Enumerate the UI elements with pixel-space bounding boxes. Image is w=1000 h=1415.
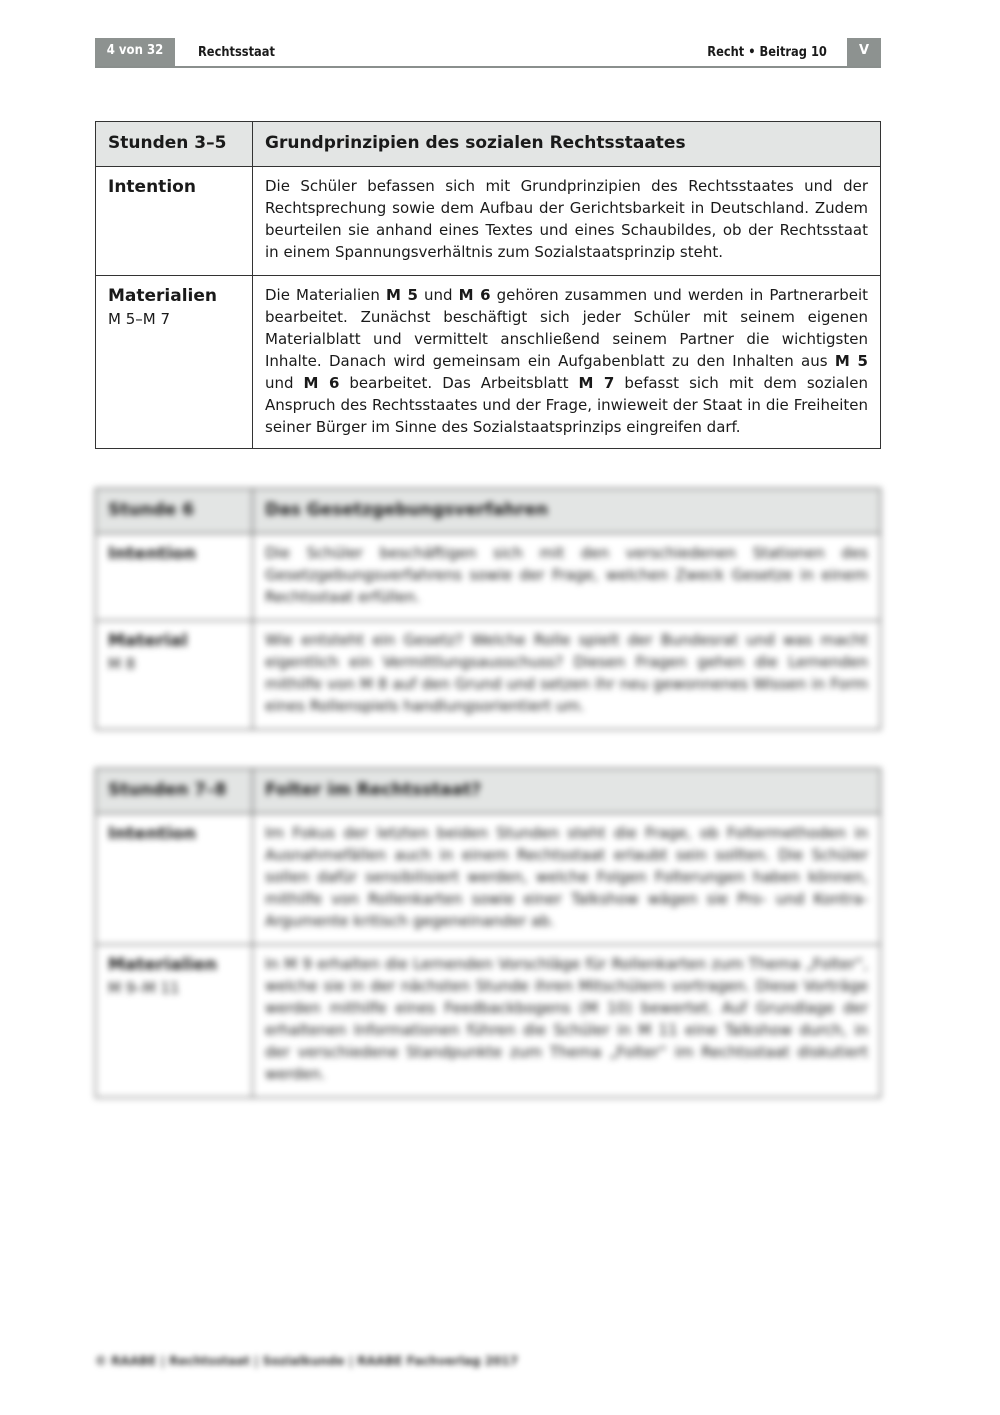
- session-label: Stunde 6: [96, 489, 253, 533]
- intention-label: Intention: [108, 177, 196, 197]
- table-header-row: [96, 489, 880, 533]
- copyright-footer: © RAABE | Rechtsstaat | Sozialkunde | RAABE Fachverlag 2017: [95, 1354, 519, 1368]
- intention-row: [96, 166, 880, 275]
- materials-text: In M 9 erhalten die Lernenden Vorschläge für Rollenkarten zum Thema „Folter“, welche sie in der nächsten Stunde ihren Mitschülern vortragen. Diese Vorträge werden mithilfe eines Feedbackbogens (M 10) bewertet. Auf Grundlage der erhaltenen Informationen führen die Schüler in M 11 eine Talkshow durch, in der verschiedene Standpunkte zum Thema „Folter“ im Rechtsstaat diskutiert werden.: [265, 955, 868, 1083]
- materials-row: [96, 944, 880, 1097]
- session-label: Stunden 3–5: [96, 122, 253, 166]
- intention-row: [96, 813, 880, 944]
- session-label: Stunden 7–8: [96, 769, 253, 813]
- materials-reference: M 9–M 11: [108, 979, 180, 997]
- table-header-row: [96, 122, 880, 166]
- document-title: Rechtsstaat: [198, 45, 275, 60]
- materials-label: Material: [108, 631, 188, 651]
- materials-text: Die Materialien M 5 und M 6 gehören zusammen und werden in Partnerarbeit bearbeitet. Zunächst beschäftigt sich jeder Schüler mit seinem eigenen Materialblatt und vermittelt anschließend seinem Partner die wichtigsten Inhalte. Danach wird gemeinsam ein Aufgabenblatt zu den Inhalten aus M 5 und M 6 bearbeitet. Das Arbeitsblatt M 7 befasst sich mit dem sozialen Anspruch des Rechtsstaates und der Frage, inwieweit der Staat in die Freiheiten seiner Bürger im Sinne des Sozialstaatsprinzips eingreifen darf.: [265, 286, 869, 436]
- page-header: [95, 38, 881, 68]
- contribution-label: Recht • Beitrag 10: [707, 45, 827, 60]
- table-header-row: [96, 769, 880, 813]
- materials-text: Wie entsteht ein Gesetz? Welche Rolle spielt der Bundesrat und was macht eigentlich ein Vermittlungsausschuss? Diesen Fragen gehen die Lernenden mithilfe von M 8 auf den Grund und setzen ihr neu gewonnenes Wissen in Form eines Rollenspiels handlungsorientiert um.: [265, 631, 868, 715]
- materials-row: [96, 620, 880, 729]
- lesson-plan-table-2: [95, 488, 881, 730]
- intention-text: Im Fokus der letzten beiden Stunden steht die Frage, ob Foltermethoden in Ausnahmefällen auch in einem Rechtsstaat erlaubt sein sollten. Die Schüler sollen dafür sensibilisiert werden, welche Folgen Folterungen haben können, mithilfe von Rollenkarten sowie einer Talkshow wägen sie Pro- und Kontra-Argumente kritisch gegeneinander ab.: [265, 824, 868, 930]
- lesson-plan-table-1: [95, 121, 881, 449]
- intention-row: [96, 533, 880, 620]
- page-number-badge: 4 von 32: [95, 38, 175, 66]
- intention-label: Intention: [108, 544, 196, 564]
- topic-title: Folter im Rechtsstaat?: [265, 780, 482, 800]
- intention-text: Die Schüler befassen sich mit Grundprinzipien des Rechtsstaates und der Rechtsprechung sowie dem Aufbau der Gerichtsbarkeit in Deutschland. Zudem beurteilen sie anhand eines Textes und eines Schaubildes, ob der Rechtsstaat in einem Spannungsverhältnis zum Sozialstaatsprinzip steht.: [265, 177, 868, 261]
- series-badge: V: [847, 38, 881, 66]
- lesson-plan-table-3: [95, 768, 881, 1098]
- materials-reference: M 5–M 7: [108, 310, 171, 328]
- materials-reference: M 8: [108, 655, 136, 673]
- materials-label: Materialien: [108, 955, 218, 975]
- topic-title: Grundprinzipien des sozialen Rechtsstaates: [265, 133, 686, 153]
- materials-label: Materialien: [108, 286, 218, 306]
- materials-row: [96, 275, 880, 448]
- topic-title: Das Gesetzgebungsverfahren: [265, 500, 549, 520]
- intention-label: Intention: [108, 824, 196, 844]
- intention-text: Die Schüler beschäftigen sich mit den verschiedenen Stationen des Gesetzgebungsverfahrens sowie der Frage, welchen Zweck Gesetze in einem Rechtsstaat erfüllen.: [265, 544, 868, 606]
